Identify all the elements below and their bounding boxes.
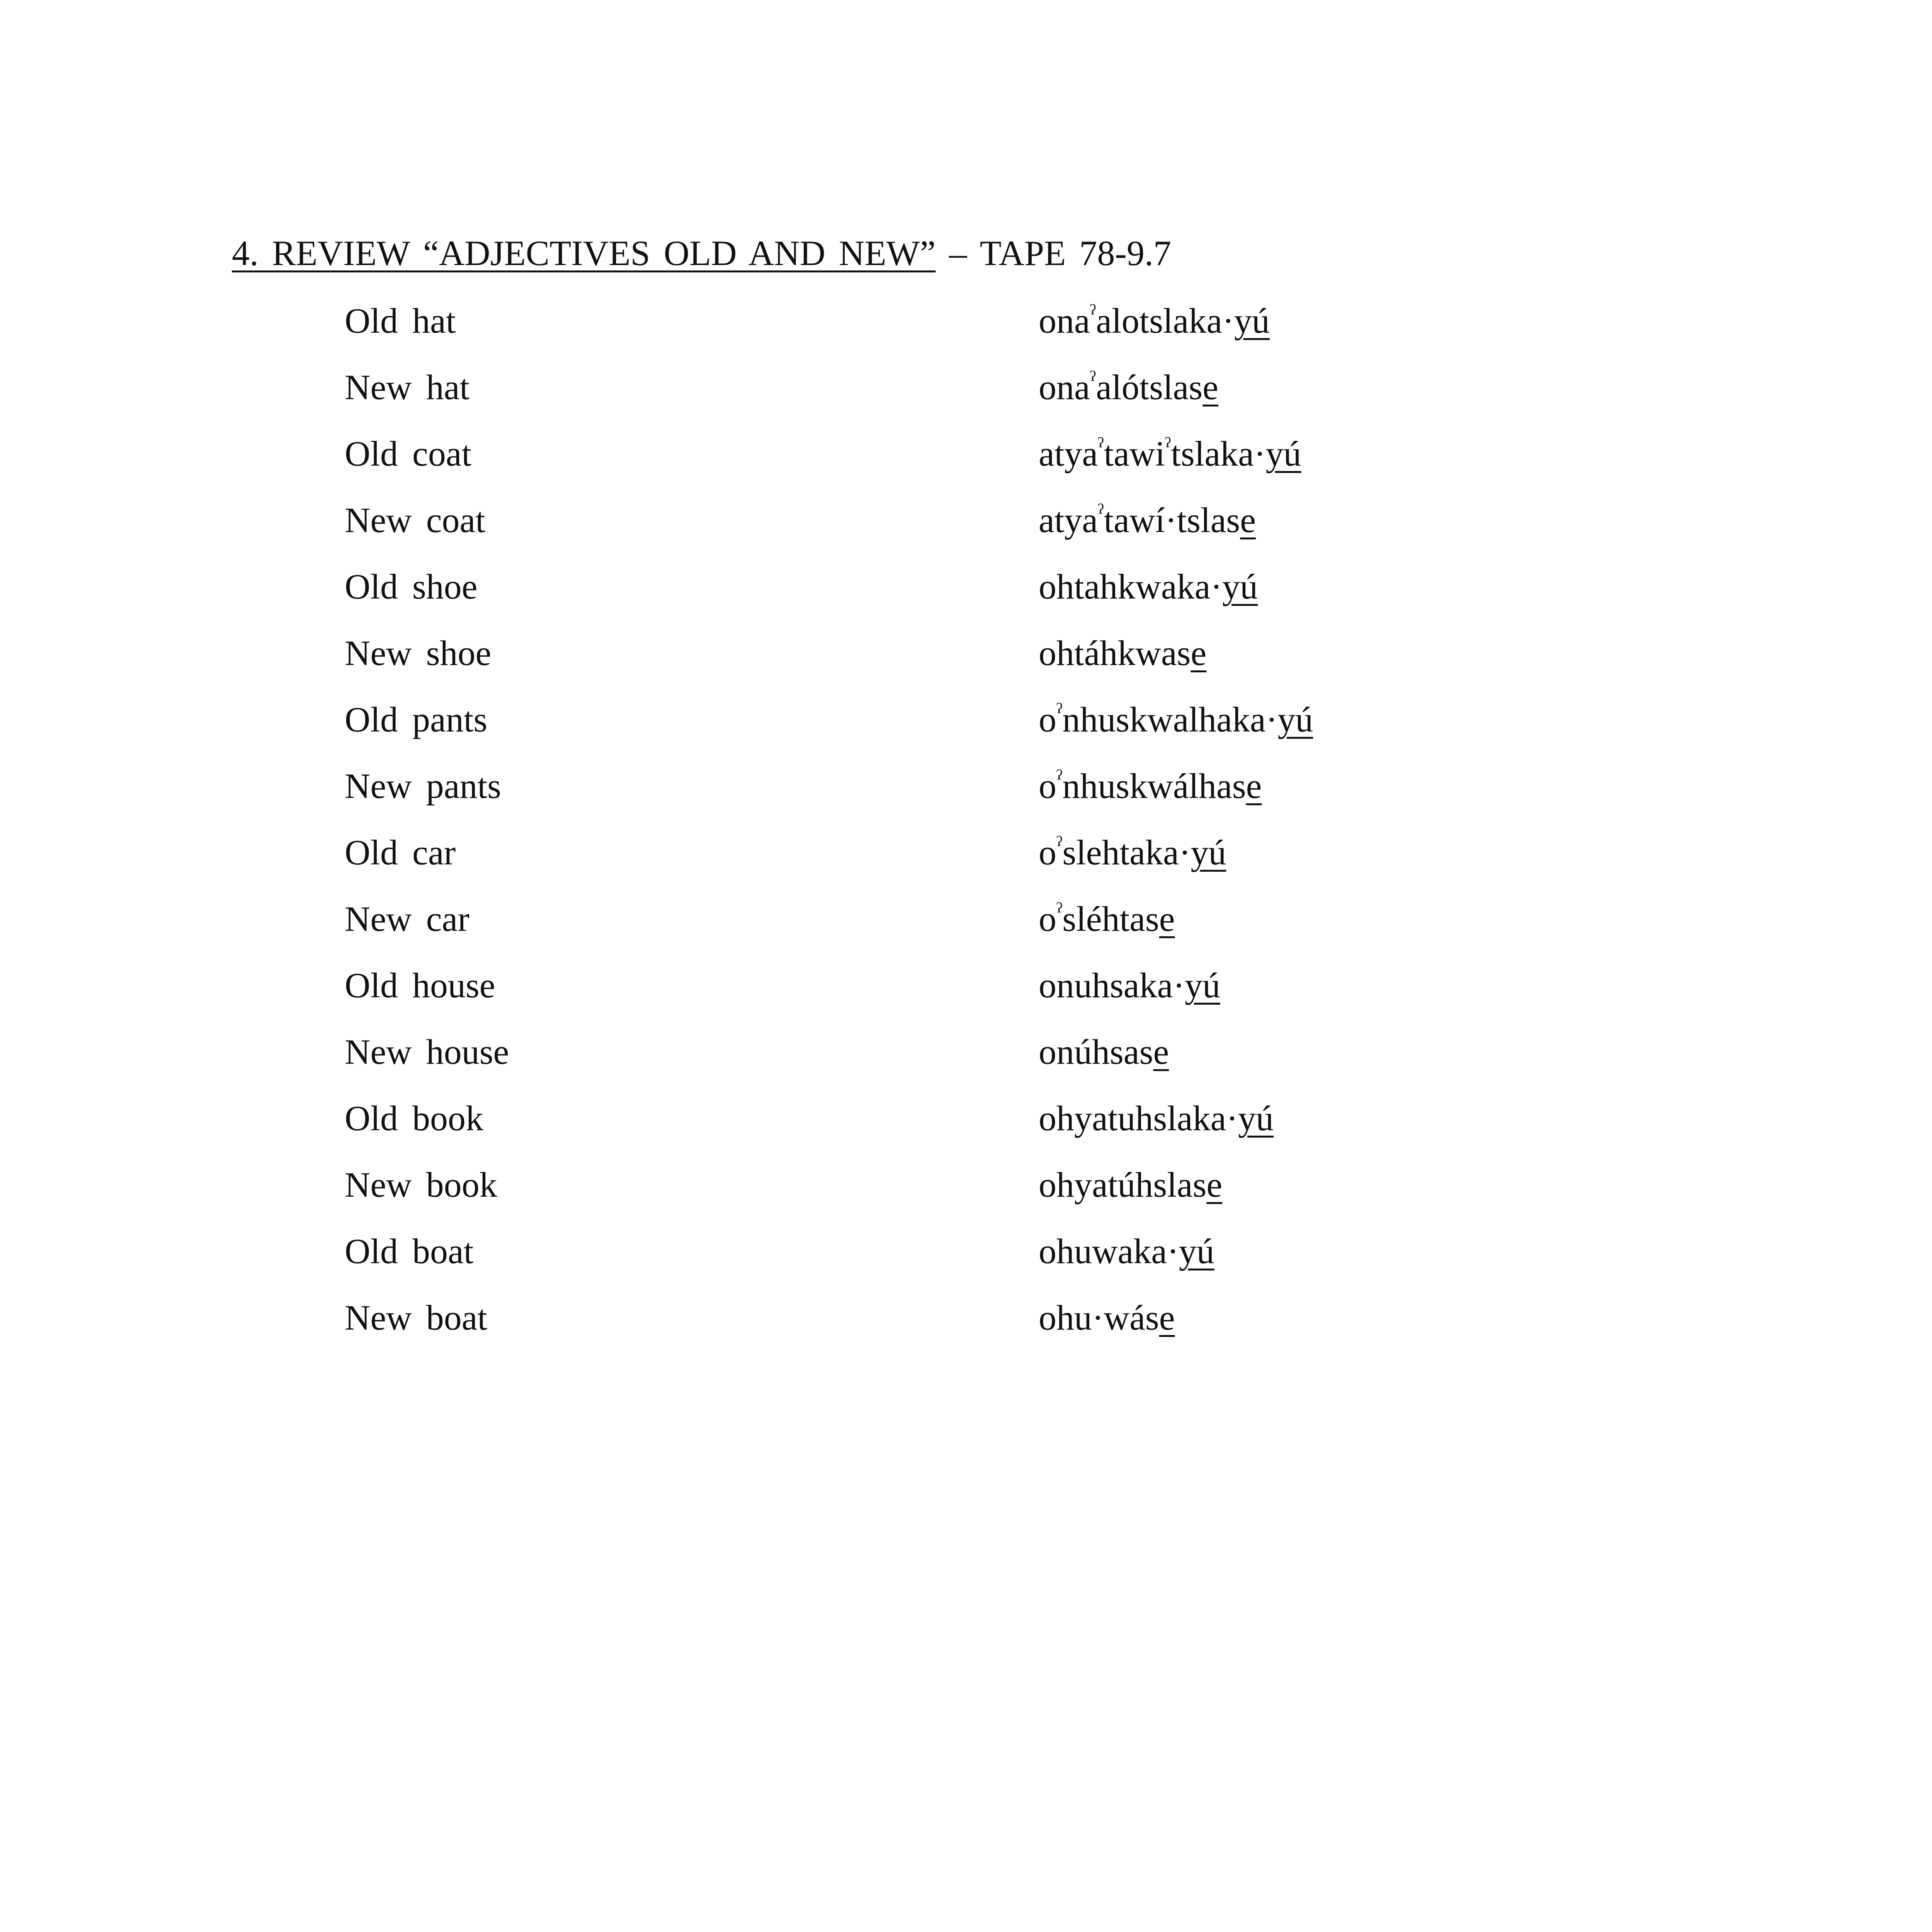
term-suffix: yú (1190, 833, 1226, 872)
section-title: 4. REVIEW “ADJECTIVES OLD AND NEW” (232, 233, 936, 273)
cherokee-term (1039, 962, 1220, 1009)
english-term: Old coat (345, 434, 472, 473)
cherokee-term (1039, 896, 1175, 942)
vocab-row (0, 962, 1932, 1029)
cherokee-term (1039, 763, 1262, 809)
term-stem: atya$^ˀ$tawi$^ˀ$tslaka· (1039, 433, 1266, 473)
vocab-row (0, 364, 1932, 430)
vocab-row (0, 696, 1932, 763)
cherokee-term (1039, 1095, 1274, 1141)
vocab-row (0, 1228, 1932, 1294)
term-stem: ona$^ˀ$alotslaka· (1039, 300, 1234, 340)
term-suffix: yú (1277, 700, 1313, 739)
vocab-row (0, 497, 1932, 563)
vocab-row (0, 896, 1932, 962)
term-suffix: yú (1238, 1099, 1274, 1138)
english-term: Old boat (345, 1231, 474, 1271)
term-suffix: e (1246, 766, 1262, 806)
english-term: New pants (345, 766, 501, 806)
term-suffix: yú (1222, 567, 1258, 606)
term-stem: onuhsaka· (1039, 966, 1185, 1005)
cherokee-term (1039, 1228, 1214, 1274)
term-suffix: e (1153, 1032, 1169, 1071)
term-stem: ohtahkwaka· (1039, 567, 1223, 606)
vocab-row (0, 563, 1932, 630)
cherokee-term (1039, 630, 1206, 676)
vocab-row (0, 763, 1932, 829)
english-term: Old book (345, 1099, 483, 1138)
cherokee-term (1039, 829, 1226, 876)
term-suffix: yú (1185, 966, 1221, 1005)
vocab-row (0, 829, 1932, 896)
term-suffix: yú (1179, 1231, 1214, 1271)
cherokee-term (1039, 364, 1218, 410)
term-stem: $o^ˀslehtaka\cdot$ (1039, 832, 1191, 872)
term-stem: ohtáhkwas (1039, 633, 1191, 673)
vocab-row (0, 630, 1932, 696)
term-stem: ohyatúhslas (1039, 1165, 1207, 1204)
term-suffix: e (1159, 1298, 1175, 1337)
english-term: New hat (345, 367, 470, 407)
english-term: Old pants (345, 700, 488, 739)
vocab-row (0, 430, 1932, 497)
english-term: New car (345, 899, 470, 939)
term-stem: $o^ˀnhuskwalhaka\cdot$ (1039, 699, 1278, 739)
english-term: Old car (345, 833, 456, 872)
vocabulary-list (0, 298, 1932, 1361)
cherokee-term (1039, 1029, 1169, 1075)
term-suffix: yú (1234, 301, 1270, 340)
english-term: New book (345, 1165, 497, 1204)
english-term: New coat (345, 500, 485, 540)
english-term: Old hat (345, 301, 456, 340)
english-term: New shoe (345, 633, 492, 673)
term-stem: ohuwaka· (1039, 1231, 1179, 1271)
vocab-row (0, 1294, 1932, 1361)
cherokee-term (1039, 430, 1301, 477)
term-suffix: e (1240, 500, 1256, 540)
term-stem: onúhsas (1039, 1032, 1153, 1071)
english-term: Old house (345, 966, 495, 1005)
section-heading (232, 230, 1171, 276)
cherokee-term (1039, 1294, 1175, 1341)
cherokee-term (1039, 497, 1256, 543)
term-suffix: e (1206, 1165, 1223, 1204)
vocab-row (0, 1095, 1932, 1162)
tape-reference: – TAPE 78-9.7 (935, 233, 1171, 273)
cherokee-term (1039, 298, 1270, 344)
term-stem: atya$^ˀ$tawí·tslas (1039, 500, 1240, 540)
term-stem: ohu·wás (1039, 1298, 1159, 1337)
term-suffix: e (1190, 633, 1207, 673)
term-suffix: e (1159, 899, 1175, 939)
vocab-row (0, 1029, 1932, 1095)
english-term: Old shoe (345, 567, 478, 606)
english-term: New boat (345, 1298, 488, 1337)
english-term: New house (345, 1032, 509, 1071)
term-suffix: yú (1265, 434, 1301, 473)
cherokee-term (1039, 563, 1258, 610)
term-stem: ohyatuhslaka· (1039, 1099, 1238, 1138)
term-stem: $o^ˀnhuskwálhas$ (1039, 765, 1246, 806)
vocab-row (0, 1162, 1932, 1228)
term-suffix: e (1202, 367, 1219, 407)
cherokee-term (1039, 1162, 1222, 1208)
term-stem: $o^ˀsléhtas$ (1039, 898, 1159, 939)
term-stem: ona$^ˀ$alótslas (1039, 367, 1203, 407)
vocab-row (0, 298, 1932, 364)
cherokee-term (1039, 696, 1313, 743)
